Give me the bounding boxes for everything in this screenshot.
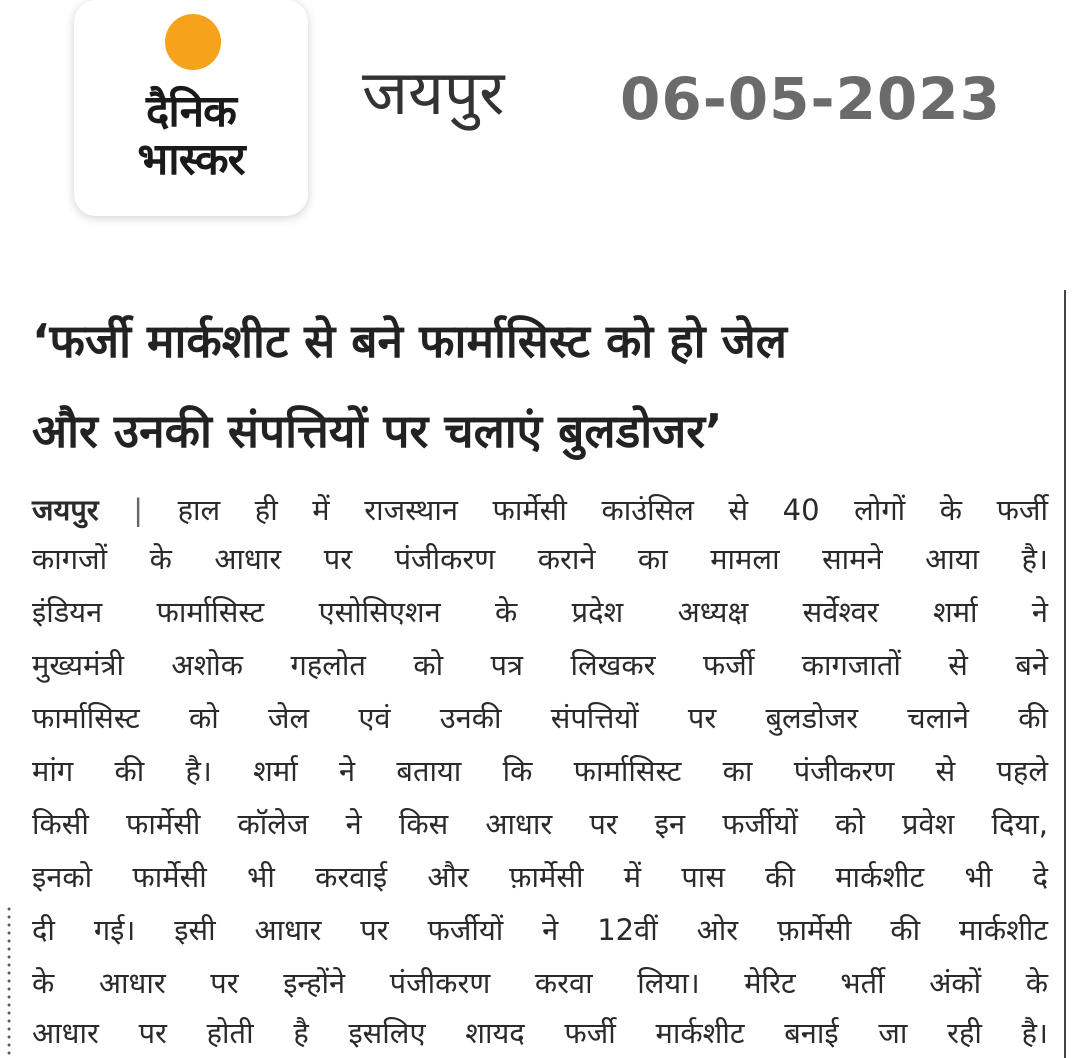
headline-line-2: और उनकी संपत्तियों पर चलाएं बुलडोजर’ bbox=[32, 404, 723, 458]
article-line: के आधार पर इन्होंने पंजीकरण करवा लिया। मेरिट भर्ती अंकों के bbox=[32, 966, 1048, 1000]
edition-city: जयपुर bbox=[362, 56, 505, 129]
logo-sun-icon bbox=[165, 14, 221, 70]
edition-date: 06-05-2023 bbox=[620, 65, 1001, 133]
dateline: जयपुर bbox=[32, 493, 99, 527]
article-line: आधार पर होती है इसलिए शायद फर्जी मार्कशीट बनाई जा रही है। bbox=[32, 1016, 1048, 1050]
column-dotted-border bbox=[6, 905, 12, 1055]
logo-word-bhaskar: भास्कर bbox=[137, 134, 245, 185]
article-line: इंडियन फार्मासिस्ट एसोसिएशन के प्रदेश अध्यक्ष सर्वेश्वर शर्मा ने bbox=[32, 595, 1048, 629]
article-line-text: हाल ही में राजस्थान फार्मेसी काउंसिल से 40 लोगों के फर्जी bbox=[177, 493, 1049, 527]
headline-line-1: ‘फर्जी मार्कशीट से बने फार्मासिस्ट को हो जेल bbox=[32, 314, 787, 368]
dateline-separator: | bbox=[133, 493, 144, 527]
article-line: फार्मासिस्ट को जेल एवं उनकी संपत्तियों पर बुलडोजर चलाने की bbox=[32, 701, 1048, 735]
article-line: कागजों के आधार पर पंजीकरण कराने का मामला सामने आया है। bbox=[32, 542, 1048, 576]
article-line: किसी फार्मेसी कॉलेज ने किस आधार पर इन फर्जीयों को प्रवेश दिया, bbox=[32, 807, 1048, 841]
article-line: इनको फार्मेसी भी करवाई और फ़ार्मेसी में पास की मार्कशीट भी दे bbox=[32, 860, 1048, 894]
article-line: मांग की है। शर्मा ने बताया कि फार्मासिस्ट का पंजीकरण से पहले bbox=[32, 754, 1048, 788]
logo-word-dainik: दैनिक bbox=[146, 86, 236, 137]
article-line: दी गई। इसी आधार पर फर्जीयों ने 12वीं ओर फ़ार्मेसी की मार्कशीट bbox=[32, 913, 1048, 947]
article-line: मुख्यमंत्री अशोक गहलोत को पत्र लिखकर फर्जी कागजातों से बने bbox=[32, 648, 1048, 682]
article-first-line bbox=[32, 493, 1048, 528]
column-rule bbox=[1064, 290, 1066, 1058]
